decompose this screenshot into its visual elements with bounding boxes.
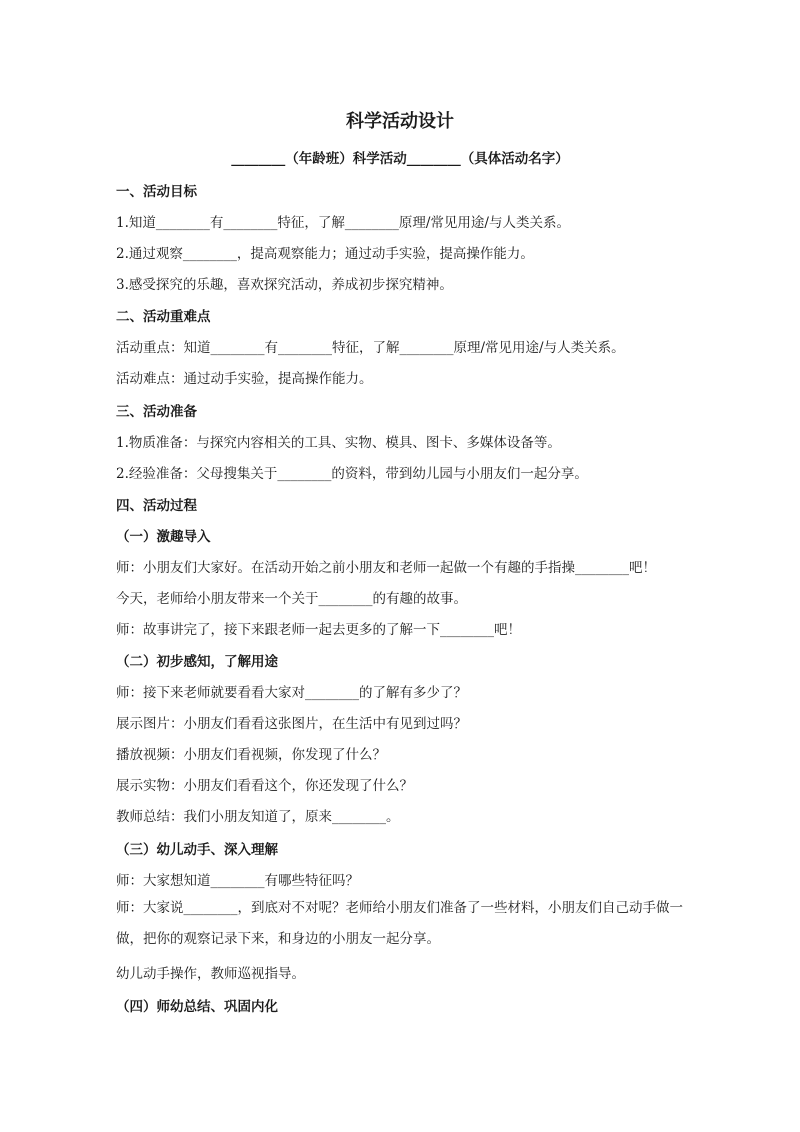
intro-item-3: 师：故事讲完了，接下来跟老师一起去更多的了解一下________吧！ — [116, 622, 521, 638]
difficulty-item: 活动难点：通过动手实验，提高操作能力。 — [116, 371, 373, 387]
key-point-item: 活动重点：知道________有________特征，了解________原理/常见用途/与人类关系。 — [116, 340, 625, 356]
perception-item-1: 师：接下来老师就要看看大家对________的了解有多少了？ — [116, 685, 467, 701]
intro-item-1: 师：小朋友们大家好。在活动开始之前小朋友和老师一起做一个有趣的手指操________吧！ — [116, 560, 656, 576]
subsection-heading-hands-on: （三）幼儿动手、深入理解 — [116, 842, 278, 858]
goal-item-1: 1.知道________有________特征，了解________原理/常见用途/与人类关系。 — [116, 215, 570, 231]
document-subtitle: ________（年龄班）科学活动________（具体活动名字） — [231, 151, 569, 167]
preparation-item-1: 1.物质准备：与探究内容相关的工具、实物、模具、图卡、多媒体设备等。 — [116, 435, 561, 451]
section-heading-process: 四、活动过程 — [116, 498, 197, 514]
subsection-heading-summary: （四）师幼总结、巩固内化 — [116, 999, 278, 1015]
intro-item-2: 今天，老师给小朋友带来一个关于________的有趣的故事。 — [116, 591, 467, 607]
section-heading-key-points: 二、活动重难点 — [116, 309, 211, 325]
section-heading-preparation: 三、活动准备 — [116, 404, 197, 420]
perception-item-4: 展示实物：小朋友们看看这个，你还发现了什么？ — [116, 778, 413, 794]
document-title: 科学活动设计 — [346, 111, 454, 132]
hands-on-item-3: 幼儿动手操作，教师巡视指导。 — [116, 966, 305, 982]
subsection-heading-perception: （二）初步感知，了解用途 — [116, 654, 278, 670]
subsection-heading-intro: （一）激趣导入 — [116, 529, 211, 545]
section-heading-goals: 一、活动目标 — [116, 184, 197, 200]
perception-item-5: 教师总结：我们小朋友知道了，原来________。 — [116, 809, 400, 825]
goal-item-2: 2.通过观察________，提高观察能力；通过动手实验，提高操作能力。 — [116, 246, 534, 262]
goal-item-3: 3.感受探究的乐趣，喜欢探究活动，养成初步探究精神。 — [116, 277, 453, 293]
hands-on-item-2: 师：大家说________，到底对不对呢？老师给小朋友们准备了一些材料，小朋友们自己动手做一做，把你的观察记录下来，和身边的小朋友一起分享。 — [116, 900, 683, 947]
perception-item-3: 播放视频：小朋友们看视频，你发现了什么？ — [116, 747, 386, 763]
perception-item-2: 展示图片：小朋友们看看这张图片，在生活中有见到过吗？ — [116, 716, 467, 732]
hands-on-item-1: 师：大家想知道________有哪些特征吗？ — [116, 873, 359, 889]
preparation-item-2: 2.经验准备：父母搜集关于________的资料，带到幼儿园与小朋友们一起分享。 — [116, 466, 588, 482]
